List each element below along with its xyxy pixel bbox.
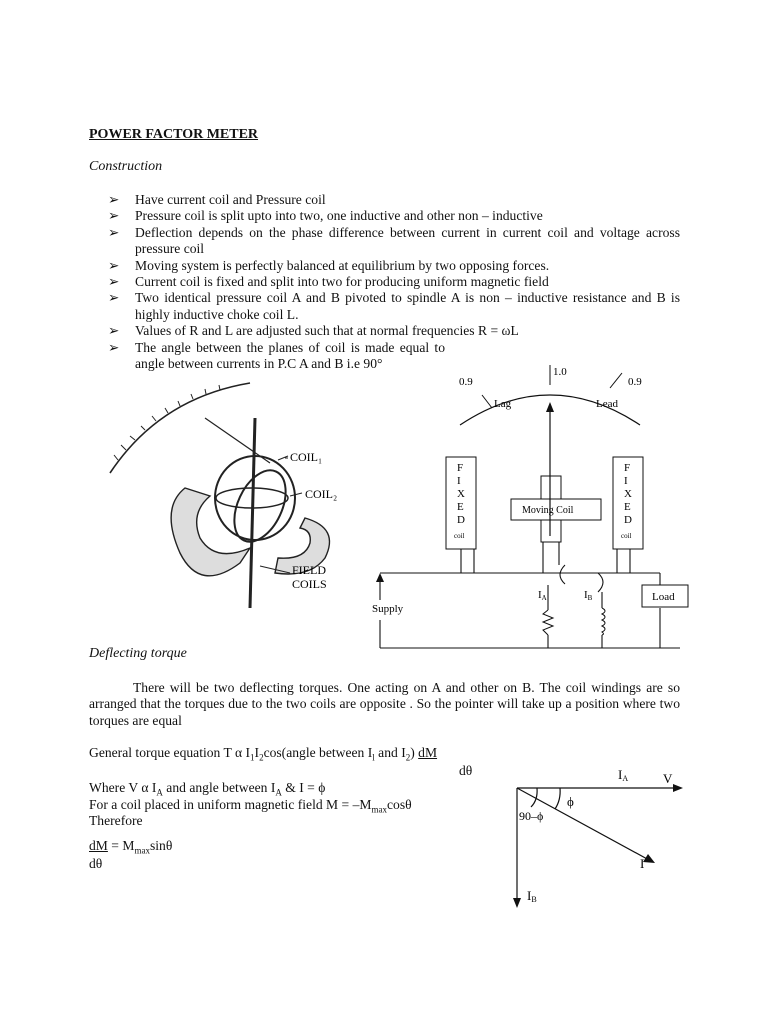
bullet-arrow-icon: ➢ xyxy=(108,208,120,224)
fixed-letter: D xyxy=(624,514,632,526)
moving-coil-label: Moving Coil xyxy=(522,505,574,516)
supply-arrow-icon xyxy=(376,573,384,582)
phasor-diagram xyxy=(505,760,695,910)
supply-label: Supply xyxy=(372,603,404,615)
bullet-item: ➢ Moving system is perfectly balanced at equilibrium by two opposing forces. xyxy=(108,257,550,273)
bullet-item: ➢ Deflection depends on the phase difference between current in current coil and voltage across pressure coil xyxy=(108,224,680,257)
uniform-field-line: For a coil placed in uniform magnetic field $M = -M_{max}\cos\theta$ xyxy=(89,797,412,815)
bullet-item: ➢ Have current coil and Pressure coil xyxy=(108,192,326,207)
field-coils-label-2: COILS xyxy=(292,577,327,591)
bullet-item: ➢ Current coil is fixed and split into two for producing uniform magnetic field xyxy=(108,274,549,290)
resistor-icon xyxy=(543,610,553,635)
bullet-arrow-icon: ➢ xyxy=(108,274,120,290)
where-line: Where V α $I_A$ and angle between $I_A$ & I = ϕ xyxy=(89,780,326,798)
circuit-diagram xyxy=(360,360,700,660)
eq-dtheta: dθ xyxy=(459,763,473,778)
lead-label: Lead xyxy=(596,398,618,410)
scale-mid-label: 1.0 xyxy=(553,366,567,378)
result-dtheta: dθ xyxy=(89,856,103,871)
page-title: POWER FACTOR METER xyxy=(89,127,259,142)
scale-arc xyxy=(110,383,250,473)
coil-small-label: coil xyxy=(454,532,465,540)
fixed-letter: E xyxy=(457,501,464,513)
general-torque-equation: General torque equation T α $I_1I_2\cos(angle$ between $I_l$ and $I_2$) dM xyxy=(89,745,438,763)
fixed-letter: F xyxy=(457,462,464,474)
coil-2 xyxy=(224,462,296,549)
bullet-item: ➢ Values of R and L are adjusted such that at normal frequencies R = ωL xyxy=(108,323,519,339)
fixed-letter: E xyxy=(624,501,631,513)
fixed-letter: I xyxy=(457,475,461,487)
fixed-letter: X xyxy=(624,488,632,500)
ib-label: IB xyxy=(584,589,593,602)
scale-left-label: 0.9 xyxy=(459,376,473,388)
bullet-item: ➢ Two identical pressure coil A and B pivoted to spindle A is non – inductive resistance and B is highly inductive choke coil L. xyxy=(108,290,680,322)
coil2-label: COIL₂ xyxy=(305,487,338,501)
deflecting-paragraph: There will be two deflecting torques. One acting on A and other on B. The coil windings are so arranged that the torques due to the two coils are opposite . So the pointer will take up a position where two torques are equal xyxy=(89,680,680,728)
bullet-arrow-icon: ➢ xyxy=(108,192,120,207)
i-phasor xyxy=(517,788,649,860)
bullet-item: ➢ The angle between the planes of coil is made equal to angle between currents in P.C A and B i.e 90° xyxy=(108,339,445,372)
field-coils-label-1: FIELD xyxy=(292,563,326,577)
phasor-i-label: I xyxy=(640,856,645,871)
phasor-v-label: V xyxy=(663,771,673,786)
fixed-letter: D xyxy=(457,514,465,526)
fixed-letter: F xyxy=(624,462,631,474)
lag-label: Lag xyxy=(494,398,512,410)
coil-small-label: coil xyxy=(621,532,632,540)
coil1-label: COIL₁ xyxy=(290,450,323,464)
bullet-item: ➢ Pressure coil is split upto into two, one inductive and other non – inductive xyxy=(108,208,543,224)
phasor-ia-label: IA xyxy=(618,767,629,783)
bullet-arrow-icon: ➢ xyxy=(108,339,120,355)
ia-label: IA xyxy=(538,589,547,602)
deflecting-heading: Deflecting torque xyxy=(89,646,187,661)
bullet-arrow-icon: ➢ xyxy=(108,290,120,306)
construction-bullet-list xyxy=(108,192,680,372)
fixed-letter: I xyxy=(624,475,628,487)
load-label: Load xyxy=(652,591,675,603)
phasor-ib-label: IB xyxy=(527,888,537,904)
result-equation: dM = $M_{max}\sin\theta$ xyxy=(89,838,173,856)
phasor-90-phi-label: 90–ϕ xyxy=(519,809,544,823)
phasor-phi-label: ϕ xyxy=(567,794,574,809)
instrument-sketch xyxy=(100,378,360,628)
spindle xyxy=(250,418,255,608)
fixed-letter: X xyxy=(457,488,465,500)
therefore-line: Therefore xyxy=(89,813,143,828)
bullet-arrow-icon: ➢ xyxy=(108,323,120,339)
scale-right-label: 0.9 xyxy=(628,376,642,388)
bullet-arrow-icon: ➢ xyxy=(108,257,120,273)
construction-heading: Construction xyxy=(89,159,163,174)
inductor-icon xyxy=(602,608,605,635)
bullet-arrow-icon: ➢ xyxy=(108,224,120,240)
